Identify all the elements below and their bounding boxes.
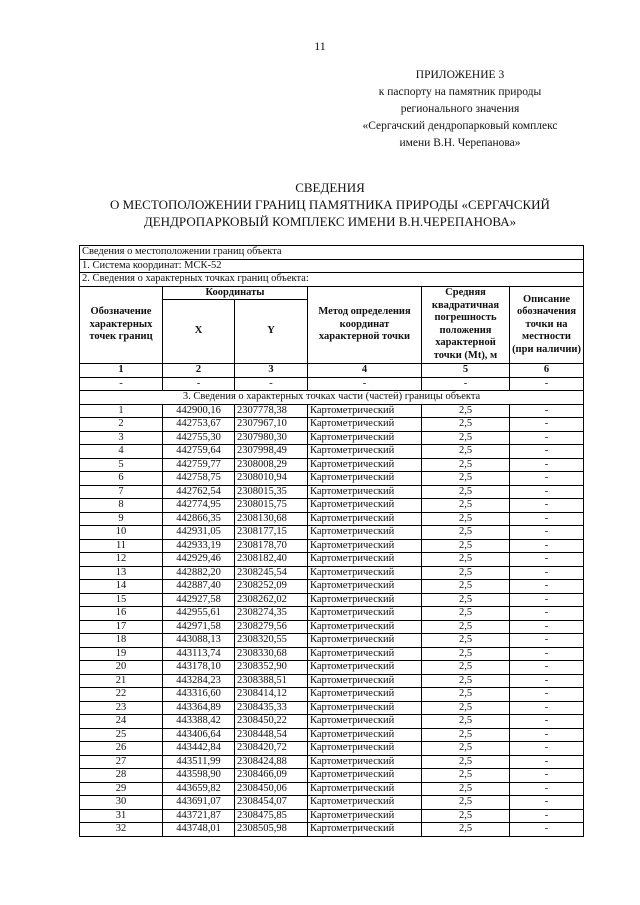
point-number-cell: 11 — [80, 539, 163, 553]
point-number-cell: 23 — [80, 701, 163, 715]
empty-cell: - — [163, 377, 235, 391]
point-number-cell: 7 — [80, 485, 163, 499]
y-coordinate-cell: 2307980,30 — [235, 431, 308, 445]
point-number-cell: 14 — [80, 580, 163, 594]
method-cell: Картометрический — [308, 512, 422, 526]
table-row — [80, 634, 584, 648]
table-row — [80, 580, 584, 594]
table-row — [80, 539, 584, 553]
method-cell: Картометрический — [308, 823, 422, 837]
header-description: Описание обозначения точки на местности (при наличии) — [510, 286, 584, 364]
appendix-block — [330, 67, 590, 152]
table-row — [80, 782, 584, 796]
accuracy-cell: 2,5 — [422, 796, 510, 810]
table-row — [80, 701, 584, 715]
y-coordinate-cell: 2308330,68 — [235, 647, 308, 661]
accuracy-cell: 2,5 — [422, 634, 510, 648]
method-cell: Картометрический — [308, 809, 422, 823]
table-row — [80, 715, 584, 729]
accuracy-cell: 2,5 — [422, 755, 510, 769]
point-number-cell: 31 — [80, 809, 163, 823]
y-coordinate-cell: 2308245,54 — [235, 566, 308, 580]
x-coordinate-cell: 442929,46 — [163, 553, 235, 567]
accuracy-cell: 2,5 — [422, 485, 510, 499]
table-row — [80, 431, 584, 445]
description-cell: - — [510, 823, 584, 837]
empty-row — [80, 377, 584, 391]
description-cell: - — [510, 728, 584, 742]
header-y: Y — [235, 300, 308, 364]
point-number-cell: 3 — [80, 431, 163, 445]
y-coordinate-cell: 2308450,22 — [235, 715, 308, 729]
y-coordinate-cell: 2308448,54 — [235, 728, 308, 742]
description-cell: - — [510, 485, 584, 499]
accuracy-cell: 2,5 — [422, 607, 510, 621]
accuracy-cell: 2,5 — [422, 593, 510, 607]
y-coordinate-cell: 2308420,72 — [235, 742, 308, 756]
y-coordinate-cell: 2308252,09 — [235, 580, 308, 594]
method-cell: Картометрический — [308, 472, 422, 486]
empty-cell: - — [80, 377, 163, 391]
y-coordinate-cell: 2308505,98 — [235, 823, 308, 837]
table-row — [80, 688, 584, 702]
y-coordinate-cell: 2308414,12 — [235, 688, 308, 702]
coordinate-system: 1. Система координат: МСК-52 — [80, 259, 584, 273]
y-coordinate-cell: 2308182,40 — [235, 553, 308, 567]
point-number-cell: 20 — [80, 661, 163, 675]
description-cell: - — [510, 526, 584, 540]
x-coordinate-cell: 442753,67 — [163, 418, 235, 432]
x-coordinate-cell: 442762,54 — [163, 485, 235, 499]
description-cell: - — [510, 809, 584, 823]
point-number-cell: 22 — [80, 688, 163, 702]
point-number-cell: 27 — [80, 755, 163, 769]
header-accuracy: Средняя квадратичная погрешность положения характерной точки (Mt), м — [422, 286, 510, 364]
empty-cell: - — [235, 377, 308, 391]
accuracy-cell: 2,5 — [422, 445, 510, 459]
y-coordinate-cell: 2308177,15 — [235, 526, 308, 540]
page-number: 11 — [314, 39, 326, 53]
point-number-cell: 30 — [80, 796, 163, 810]
method-cell: Картометрический — [308, 715, 422, 729]
boundary-points-title: 2. Сведения о характерных точках границ объекта: — [80, 273, 584, 287]
accuracy-cell: 2,5 — [422, 566, 510, 580]
empty-cell: - — [308, 377, 422, 391]
method-cell: Картометрический — [308, 674, 422, 688]
accuracy-cell: 2,5 — [422, 620, 510, 634]
header-method: Метод определения координат характерной точки — [308, 286, 422, 364]
accuracy-cell: 2,5 — [422, 499, 510, 513]
heading-line: ДЕНДРОПАРКОВЫЙ КОМПЛЕКС ИМЕНИ В.Н.ЧЕРЕПАНОВА» — [143, 214, 517, 229]
y-coordinate-cell: 2308279,56 — [235, 620, 308, 634]
x-coordinate-cell: 443748,01 — [163, 823, 235, 837]
point-number-cell: 17 — [80, 620, 163, 634]
x-coordinate-cell: 442955,61 — [163, 607, 235, 621]
point-number-cell: 26 — [80, 742, 163, 756]
method-cell: Картометрический — [308, 769, 422, 783]
y-coordinate-cell: 2308262,02 — [235, 593, 308, 607]
x-coordinate-cell: 443316,60 — [163, 688, 235, 702]
y-coordinate-cell: 2308274,35 — [235, 607, 308, 621]
table-row — [80, 742, 584, 756]
table-row — [80, 445, 584, 459]
table-row — [80, 418, 584, 432]
column-number: 6 — [510, 364, 584, 378]
accuracy-cell: 2,5 — [422, 553, 510, 567]
header-designation: Обозначение характерных точек границ — [80, 286, 163, 364]
point-number-cell: 6 — [80, 472, 163, 486]
table-row — [80, 485, 584, 499]
table-row — [80, 553, 584, 567]
accuracy-cell: 2,5 — [422, 809, 510, 823]
point-number-cell: 1 — [80, 404, 163, 418]
table-row — [80, 647, 584, 661]
accuracy-cell: 2,5 — [422, 458, 510, 472]
accuracy-cell: 2,5 — [422, 647, 510, 661]
empty-cell: - — [510, 377, 584, 391]
description-cell: - — [510, 472, 584, 486]
y-coordinate-cell: 2307998,49 — [235, 445, 308, 459]
x-coordinate-cell: 443364,89 — [163, 701, 235, 715]
description-cell: - — [510, 620, 584, 634]
appendix-line: регионального значения — [400, 103, 520, 115]
x-coordinate-cell: 443442,84 — [163, 742, 235, 756]
y-coordinate-cell: 2308454,07 — [235, 796, 308, 810]
method-cell: Картометрический — [308, 445, 422, 459]
description-cell: - — [510, 634, 584, 648]
table-row — [80, 404, 584, 418]
accuracy-cell: 2,5 — [422, 742, 510, 756]
description-cell: - — [510, 404, 584, 418]
x-coordinate-cell: 442933,19 — [163, 539, 235, 553]
y-coordinate-cell: 2308475,85 — [235, 809, 308, 823]
accuracy-cell: 2,5 — [422, 512, 510, 526]
x-coordinate-cell: 442900,16 — [163, 404, 235, 418]
description-cell: - — [510, 418, 584, 432]
description-cell: - — [510, 755, 584, 769]
accuracy-cell: 2,5 — [422, 728, 510, 742]
description-cell: - — [510, 499, 584, 513]
y-coordinate-cell: 2308424,88 — [235, 755, 308, 769]
table-row — [80, 661, 584, 675]
x-coordinate-cell: 443388,42 — [163, 715, 235, 729]
point-number-cell: 10 — [80, 526, 163, 540]
description-cell: - — [510, 769, 584, 783]
appendix-line: имени В.Н. Черепанова» — [399, 137, 521, 149]
table-row — [80, 526, 584, 540]
y-coordinate-cell: 2308388,51 — [235, 674, 308, 688]
accuracy-cell: 2,5 — [422, 823, 510, 837]
point-number-cell: 32 — [80, 823, 163, 837]
y-coordinate-cell: 2308178,70 — [235, 539, 308, 553]
accuracy-cell: 2,5 — [422, 688, 510, 702]
x-coordinate-cell: 443406,64 — [163, 728, 235, 742]
column-number: 5 — [422, 364, 510, 378]
x-coordinate-cell: 442866,35 — [163, 512, 235, 526]
x-coordinate-cell: 442887,40 — [163, 580, 235, 594]
appendix-line: ПРИЛОЖЕНИЕ 3 — [415, 69, 505, 81]
description-cell: - — [510, 566, 584, 580]
accuracy-cell: 2,5 — [422, 539, 510, 553]
column-number: 3 — [235, 364, 308, 378]
x-coordinate-cell: 442927,58 — [163, 593, 235, 607]
method-cell: Картометрический — [308, 418, 422, 432]
method-cell: Картометрический — [308, 742, 422, 756]
point-number-cell: 16 — [80, 607, 163, 621]
point-number-cell: 28 — [80, 769, 163, 783]
x-coordinate-cell: 443284,23 — [163, 674, 235, 688]
x-coordinate-cell: 442759,64 — [163, 445, 235, 459]
x-coordinate-cell: 443659,82 — [163, 782, 235, 796]
accuracy-cell: 2,5 — [422, 418, 510, 432]
boundary-table — [79, 245, 584, 837]
accuracy-cell: 2,5 — [422, 769, 510, 783]
method-cell: Картометрический — [308, 485, 422, 499]
accuracy-cell: 2,5 — [422, 674, 510, 688]
point-number-cell: 24 — [80, 715, 163, 729]
method-cell: Картометрический — [308, 647, 422, 661]
y-coordinate-cell: 2308010,94 — [235, 472, 308, 486]
accuracy-cell: 2,5 — [422, 472, 510, 486]
table-row — [80, 607, 584, 621]
point-number-cell: 5 — [80, 458, 163, 472]
y-coordinate-cell: 2308015,75 — [235, 499, 308, 513]
accuracy-cell: 2,5 — [422, 782, 510, 796]
section-title: Сведения о местоположении границ объекта — [80, 246, 584, 260]
part-points-title: 3. Сведения о характерных точках части (частей) границы объекта — [80, 391, 584, 405]
description-cell: - — [510, 661, 584, 675]
y-coordinate-cell: 2308008,29 — [235, 458, 308, 472]
y-coordinate-cell: 2308450,06 — [235, 782, 308, 796]
point-number-cell: 4 — [80, 445, 163, 459]
column-number: 1 — [80, 364, 163, 378]
description-cell: - — [510, 715, 584, 729]
point-number-cell: 15 — [80, 593, 163, 607]
table-row — [80, 755, 584, 769]
method-cell: Картометрический — [308, 728, 422, 742]
header-coordinates: Координаты — [163, 286, 308, 300]
accuracy-cell: 2,5 — [422, 661, 510, 675]
point-number-cell: 8 — [80, 499, 163, 513]
description-cell: - — [510, 607, 584, 621]
table-row — [80, 823, 584, 837]
table-row — [80, 499, 584, 513]
column-number: 2 — [163, 364, 235, 378]
point-number-cell: 13 — [80, 566, 163, 580]
description-cell: - — [510, 580, 584, 594]
method-cell: Картометрический — [308, 620, 422, 634]
point-number-cell: 25 — [80, 728, 163, 742]
table-row — [80, 458, 584, 472]
method-cell: Картометрический — [308, 755, 422, 769]
heading-line: О МЕСТОПОЛОЖЕНИИ ГРАНИЦ ПАМЯТНИКА ПРИРОДЫ «СЕРГАЧСКИЙ — [110, 197, 550, 212]
document-heading — [60, 179, 600, 230]
table-row — [80, 728, 584, 742]
x-coordinate-cell: 443511,99 — [163, 755, 235, 769]
method-cell: Картометрический — [308, 553, 422, 567]
point-number-cell: 9 — [80, 512, 163, 526]
description-cell: - — [510, 742, 584, 756]
header-x: X — [163, 300, 235, 364]
method-cell: Картометрический — [308, 566, 422, 580]
method-cell: Картометрический — [308, 688, 422, 702]
x-coordinate-cell: 442755,30 — [163, 431, 235, 445]
table-row — [80, 809, 584, 823]
appendix-line: «Сергачский дендропарковый комплекс — [362, 120, 558, 132]
description-cell: - — [510, 782, 584, 796]
method-cell: Картометрический — [308, 539, 422, 553]
x-coordinate-cell: 443721,87 — [163, 809, 235, 823]
table-row — [80, 472, 584, 486]
method-cell: Картометрический — [308, 593, 422, 607]
description-cell: - — [510, 593, 584, 607]
y-coordinate-cell: 2307778,38 — [235, 404, 308, 418]
description-cell: - — [510, 701, 584, 715]
x-coordinate-cell: 442971,58 — [163, 620, 235, 634]
method-cell: Картометрический — [308, 580, 422, 594]
x-coordinate-cell: 443598,90 — [163, 769, 235, 783]
description-cell: - — [510, 674, 584, 688]
method-cell: Картометрический — [308, 499, 422, 513]
method-cell: Картометрический — [308, 607, 422, 621]
description-cell: - — [510, 647, 584, 661]
description-cell: - — [510, 458, 584, 472]
table-row — [80, 796, 584, 810]
accuracy-cell: 2,5 — [422, 715, 510, 729]
table-row — [80, 769, 584, 783]
method-cell: Картометрический — [308, 526, 422, 540]
method-cell: Картометрический — [308, 404, 422, 418]
method-cell: Картометрический — [308, 431, 422, 445]
y-coordinate-cell: 2308435,33 — [235, 701, 308, 715]
x-coordinate-cell: 442759,77 — [163, 458, 235, 472]
y-coordinate-cell: 2308466,09 — [235, 769, 308, 783]
y-coordinate-cell: 2307967,10 — [235, 418, 308, 432]
table-row — [80, 593, 584, 607]
x-coordinate-cell: 442882,20 — [163, 566, 235, 580]
point-number-cell: 18 — [80, 634, 163, 648]
x-coordinate-cell: 442774,95 — [163, 499, 235, 513]
description-cell: - — [510, 445, 584, 459]
accuracy-cell: 2,5 — [422, 701, 510, 715]
method-cell: Картометрический — [308, 782, 422, 796]
point-number-cell: 2 — [80, 418, 163, 432]
method-cell: Картометрический — [308, 458, 422, 472]
column-number: 4 — [308, 364, 422, 378]
description-cell: - — [510, 431, 584, 445]
point-number-cell: 12 — [80, 553, 163, 567]
x-coordinate-cell: 443691,07 — [163, 796, 235, 810]
x-coordinate-cell: 443178,10 — [163, 661, 235, 675]
description-cell: - — [510, 796, 584, 810]
x-coordinate-cell: 443113,74 — [163, 647, 235, 661]
accuracy-cell: 2,5 — [422, 404, 510, 418]
x-coordinate-cell: 442931,05 — [163, 526, 235, 540]
accuracy-cell: 2,5 — [422, 580, 510, 594]
table-row — [80, 566, 584, 580]
accuracy-cell: 2,5 — [422, 526, 510, 540]
x-coordinate-cell: 442758,75 — [163, 472, 235, 486]
y-coordinate-cell: 2308130,68 — [235, 512, 308, 526]
point-number-cell: 21 — [80, 674, 163, 688]
description-cell: - — [510, 553, 584, 567]
method-cell: Картометрический — [308, 634, 422, 648]
y-coordinate-cell: 2308352,90 — [235, 661, 308, 675]
y-coordinate-cell: 2308015,35 — [235, 485, 308, 499]
appendix-line: к паспорту на памятник природы — [378, 86, 542, 98]
point-number-cell: 29 — [80, 782, 163, 796]
table-row — [80, 674, 584, 688]
point-number-cell: 19 — [80, 647, 163, 661]
method-cell: Картометрический — [308, 661, 422, 675]
description-cell: - — [510, 688, 584, 702]
method-cell: Картометрический — [308, 701, 422, 715]
table-row — [80, 512, 584, 526]
x-coordinate-cell: 443088,13 — [163, 634, 235, 648]
empty-cell: - — [422, 377, 510, 391]
description-cell: - — [510, 539, 584, 553]
column-number-row — [80, 364, 584, 378]
description-cell: - — [510, 512, 584, 526]
heading-title: СВЕДЕНИЯ — [295, 180, 365, 195]
y-coordinate-cell: 2308320,55 — [235, 634, 308, 648]
table-row — [80, 620, 584, 634]
method-cell: Картометрический — [308, 796, 422, 810]
accuracy-cell: 2,5 — [422, 431, 510, 445]
